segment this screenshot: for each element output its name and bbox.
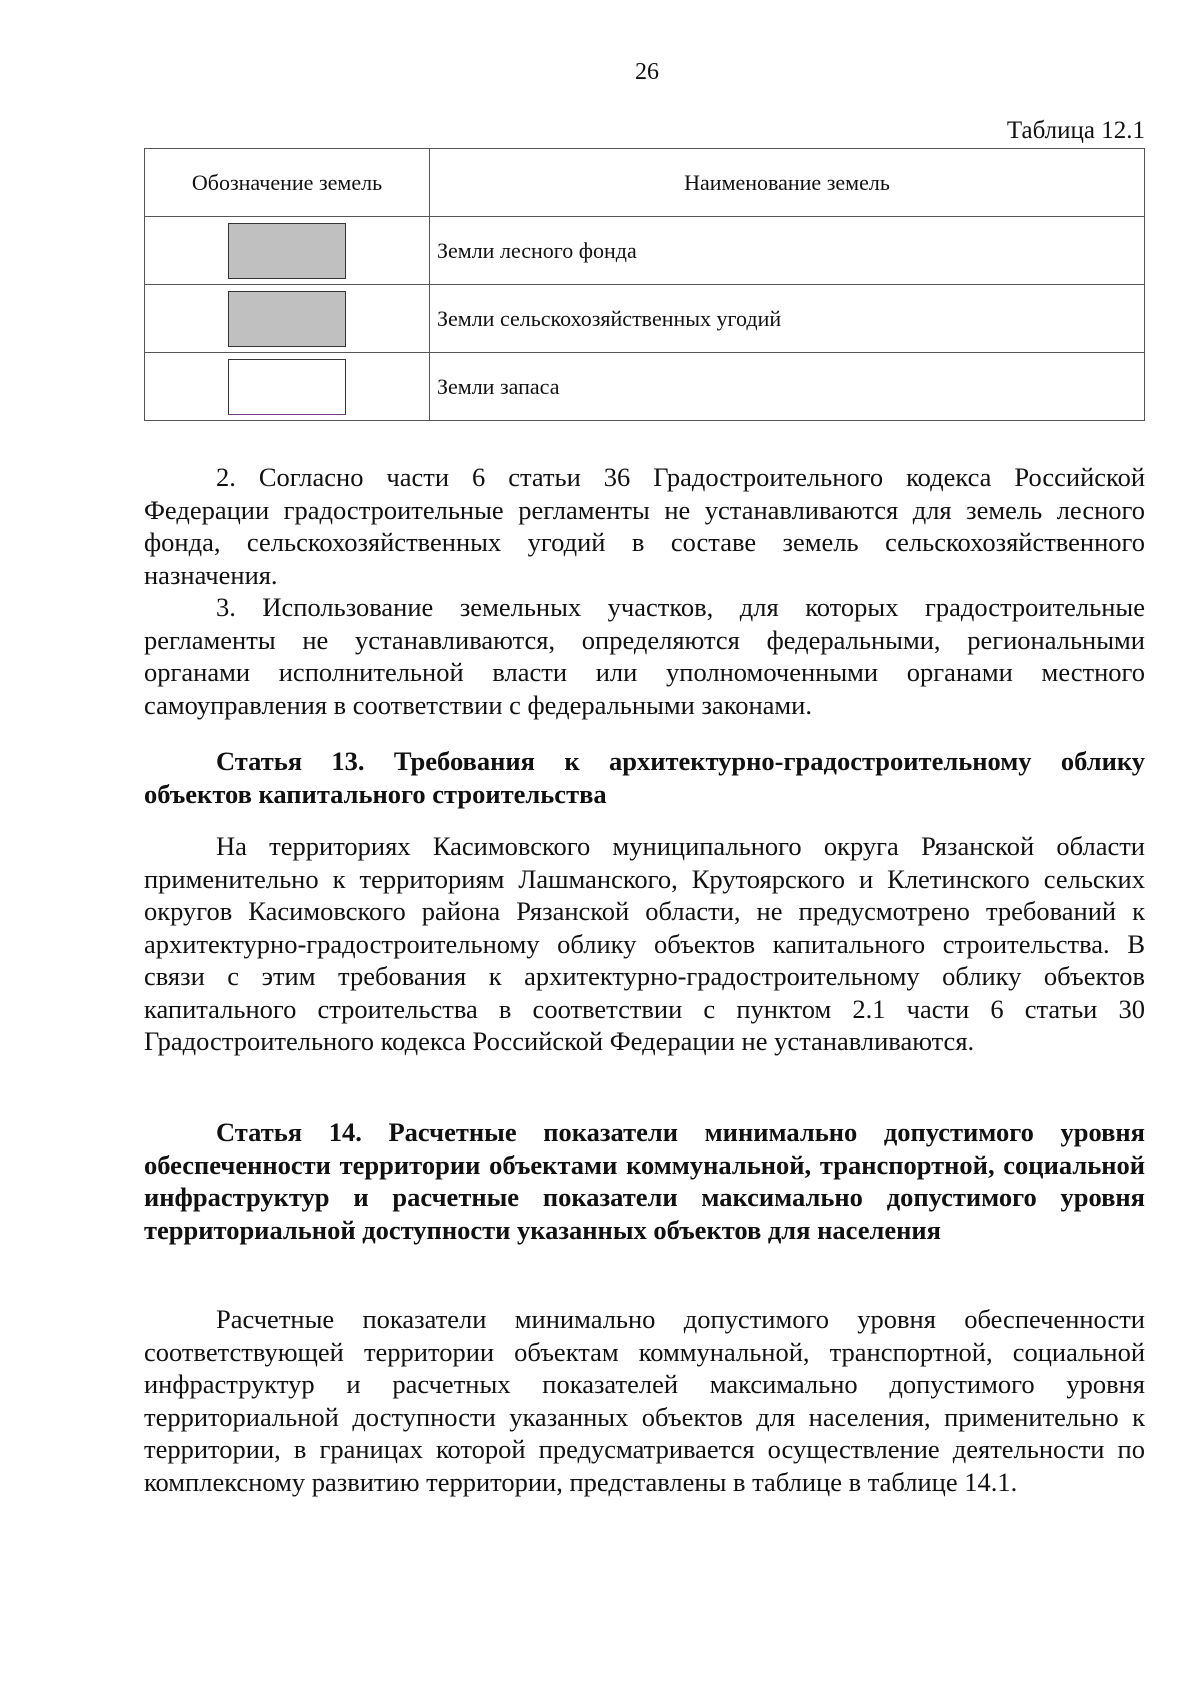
article-13-heading-block xyxy=(144,745,1145,810)
paragraphs-2-3 xyxy=(144,461,1145,721)
header-symbol: Обозначение земель xyxy=(145,149,430,217)
symbol-cell xyxy=(145,285,430,353)
article-14-body: Расчетные показатели минимально допустимого уровня обеспеченности соответствующей территории объектам коммунальной, транспортной, социальной инфраструктур и расчетных показателей максимально допустимого уровня территориальной доступности указанных объектов для населения, применительно к территории, в границах которой предусматривается осуществление деятельности по комплексному развитию территории, представлены в таблице в таблице 14.1. xyxy=(144,1304,1145,1497)
land-name: Земли лесного фонда xyxy=(430,217,1145,285)
article-14-heading: Статья 14. Расчетные показатели минимально допустимого уровня обеспеченности территории объектами коммунальной, транспортной, социальной инфраструктур и расчетные показатели максимально допустимого уровня территориальной доступности указанных объектов для населения xyxy=(144,1117,1145,1245)
table-row xyxy=(145,217,1145,285)
land-name: Земли запаса xyxy=(430,353,1145,421)
table-row xyxy=(145,285,1145,353)
land-legend-table xyxy=(144,148,1145,421)
article-13-heading: Статья 13. Требования к архитектурно-градостроительному облику объектов капитального строительства xyxy=(144,746,1145,809)
land-name: Земли сельскохозяйственных угодий xyxy=(430,285,1145,353)
paragraph-3: 3. Использование земельных участков, для которых градостроительные регламенты не устанавливаются, определяются федеральными, региональными органами исполнительной власти или уполномоченными органами местного самоуправления в соответствии с федеральными законами. xyxy=(144,592,1145,720)
reserve-land-swatch xyxy=(228,359,346,415)
page-number: 26 xyxy=(635,59,659,85)
article-14-body-block xyxy=(144,1303,1145,1498)
table-caption: Таблица 12.1 xyxy=(1006,117,1145,144)
header-name: Наименование земель xyxy=(430,149,1145,217)
table-header-row xyxy=(145,149,1145,217)
symbol-cell xyxy=(145,353,430,421)
article-13-body: На территориях Касимовского муниципального округа Рязанской области применительно к территориям Лашманского, Крутоярского и Клетинского сельских округов Касимовского района Рязанской области, не предусмотрено требований к архитектурно-градостроительному облику объектов капитального строительства. В связи с этим требования к архитектурно-градостроительному облику объектов капитального строительства в соответствии с пунктом 2.1 части 6 статьи 30 Градостроительного кодекса Российской Федерации не устанавливаются. xyxy=(144,831,1145,1056)
article-13-body-block xyxy=(144,830,1145,1058)
paragraph-2: 2. Согласно части 6 статьи 36 Градостроительного кодекса Российской Федерации градостроительные регламенты не устанавливаются для земель лесного фонда, сельскохозяйственных угодий в составе земель сельскохозяйственного назначения. xyxy=(144,462,1145,590)
table-row xyxy=(145,353,1145,421)
forest-fund-swatch xyxy=(228,223,346,279)
agricultural-land-swatch xyxy=(228,291,346,347)
article-14-heading-block xyxy=(144,1116,1145,1246)
symbol-cell xyxy=(145,217,430,285)
